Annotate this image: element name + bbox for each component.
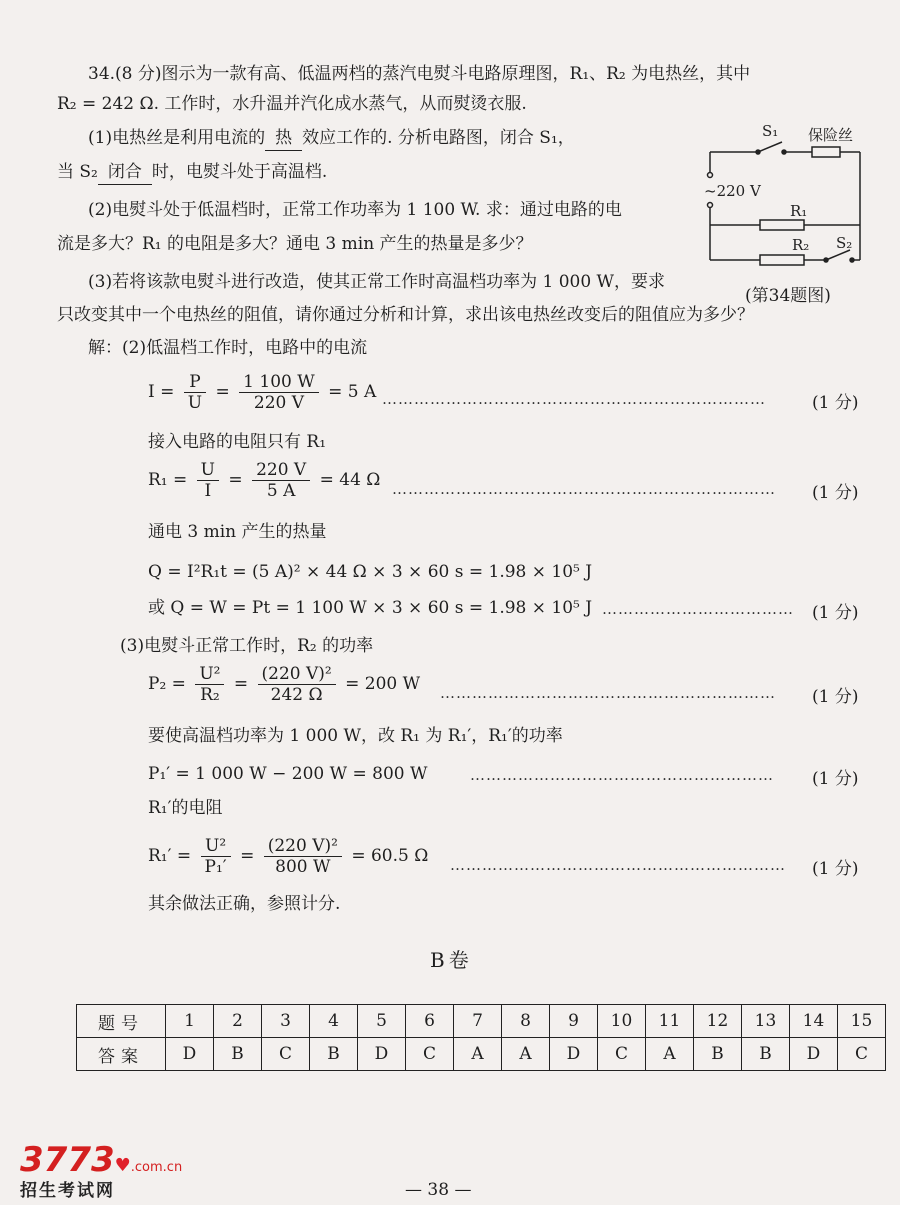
logo-tagline: 招生考试网 (20, 1181, 115, 1201)
part1-text-b: 效应工作的. 分析电路图，闭合 S₁， (302, 128, 575, 148)
formula-heat-2: 或 Q = W = Pt = 1 100 W × 3 × 60 s = 1.98 × 10⁵ J (148, 598, 593, 618)
dot-leader: ………………………………………………… (470, 766, 774, 784)
question-number-cell: 2 (214, 1005, 262, 1038)
solution-intro: 解：(2)低温档工作时，电路中的电流 (88, 338, 368, 358)
r1-intro: 接入电路的电阻只有 R₁ (148, 432, 327, 452)
question-intro-line1: 34.(8 分)图示为一款有高、低温两档的蒸汽电熨斗电路原理图，R₁、R₂ 为电热丝，其中 (88, 64, 751, 84)
question-number-cell: 6 (406, 1005, 454, 1038)
formula-p2-result: = 200 W (345, 674, 421, 694)
formula-current-lhs: I = (148, 382, 175, 402)
question-number-cell: 13 (742, 1005, 790, 1038)
frac-r2: R₂ (200, 685, 220, 705)
score-mark: (1 分) (812, 393, 859, 413)
frac-p1-prime: P₁′ (204, 857, 227, 877)
dot-leader: ……………………………… (602, 600, 794, 618)
figure-caption: (第34题图) (745, 286, 831, 306)
part1-text-d: 时，电熨斗处于高温档. (151, 162, 328, 182)
question-number-cell: 14 (790, 1005, 838, 1038)
question-part3-line1: (3)若将该款电熨斗进行改造，使其正常工作时高温档功率为 1 000 W，要求 (88, 272, 666, 292)
frac-p: P (184, 372, 206, 393)
question-number-cell: 5 (358, 1005, 406, 1038)
question-number-cell: 8 (502, 1005, 550, 1038)
frac-u-squared: U² (201, 836, 231, 857)
question-part1-line1 (88, 126, 575, 151)
heat-intro: 通电 3 min 产生的热量 (148, 522, 327, 542)
formula-current-result: = 5 A (328, 382, 377, 402)
question-part1-line2 (57, 160, 327, 185)
r1-prime-intro: R₁′的电阻 (148, 798, 223, 818)
answer-cell: D (358, 1038, 406, 1071)
question-number-cell: 1 (166, 1005, 214, 1038)
equals-sign: = (228, 470, 243, 490)
question-number-cell: 10 (598, 1005, 646, 1038)
score-mark: (1 分) (812, 603, 859, 623)
frac-i: I (204, 481, 212, 501)
answer-cell: D (550, 1038, 598, 1071)
frac-u: U (187, 393, 203, 413)
formula-heat-1: Q = I²R₁t = (5 A)² × 44 Ω × 3 × 60 s = 1.98 × 10⁵ J (148, 562, 593, 582)
question-number-cell: 12 (694, 1005, 742, 1038)
switch-s1-label: S₁ (762, 122, 779, 140)
formula-r1-prime-result: = 60.5 Ω (351, 846, 429, 866)
section-b-title: B卷 (430, 948, 473, 972)
frac-voltage-value: 220 V (252, 460, 310, 481)
question-part2-line1: (2)电熨斗处于低温档时，正常工作功率为 1 100 W. 求：通过电路的电 (88, 200, 622, 220)
answer-cell: C (598, 1038, 646, 1071)
frac-current-value: 5 A (266, 481, 296, 501)
change-intro: 要使高温档功率为 1 000 W，改 R₁ 为 R₁′，R₁′的功率 (148, 726, 563, 746)
row-label-number: 题号 (77, 1005, 166, 1038)
frac-voltage-squared: (220 V)² (264, 836, 342, 857)
frac-resistance-value: 242 Ω (270, 685, 323, 705)
part1-text-c: 当 S₂ (57, 162, 98, 182)
answer-table (76, 1004, 886, 1071)
answer-cell: C (406, 1038, 454, 1071)
dot-leader: ……………………………………………………… (450, 856, 786, 874)
frac-power-value: 800 W (275, 857, 331, 877)
score-mark: (1 分) (812, 859, 859, 879)
formula-r1-result: = 44 Ω (319, 470, 381, 490)
answer-cell: C (838, 1038, 886, 1071)
part1-answer-blank-heat: 热 (265, 126, 302, 151)
equals-sign: = (215, 382, 230, 402)
dot-leader: ……………………………………………………… (440, 684, 776, 702)
switch-s2-label: S₂ (836, 234, 853, 252)
question-number-cell: 15 (838, 1005, 886, 1038)
formula-r1-prime (148, 836, 428, 877)
answer-cell: A (646, 1038, 694, 1071)
dot-leader: ……………………………………………………………… (382, 390, 766, 408)
formula-r1-lhs: R₁ = (148, 470, 188, 490)
frac-u-squared: U² (195, 664, 224, 685)
score-mark: (1 分) (812, 483, 859, 503)
formula-p2-lhs: P₂ = (148, 674, 186, 694)
answer-cell: B (214, 1038, 262, 1071)
score-mark: (1 分) (812, 687, 859, 707)
answer-cell: B (310, 1038, 358, 1071)
question-number-cell: 3 (262, 1005, 310, 1038)
resistor-r2-label: R₂ (792, 236, 810, 254)
formula-p1-prime: P₁′ = 1 000 W − 200 W = 800 W (148, 764, 428, 784)
heart-icon: ♥ (114, 1155, 131, 1176)
answer-cell: D (790, 1038, 838, 1071)
formula-r1 (148, 460, 380, 501)
dot-leader: ……………………………………………………………… (392, 480, 776, 498)
score-mark: (1 分) (812, 769, 859, 789)
question-intro-line2: R₂ = 242 Ω. 工作时，水升温并汽化成水蒸气，从而熨烫衣服. (57, 94, 527, 114)
question-part2-line2: 流是多大？R₁ 的电阻是多大？通电 3 min 产生的热量是多少？ (57, 234, 533, 254)
logo-brand: 3773 (20, 1140, 115, 1180)
frac-power-value: 1 100 W (239, 372, 319, 393)
page-number: — 38 — (405, 1180, 472, 1200)
table-row-numbers (77, 1005, 886, 1038)
formula-current (148, 372, 376, 413)
part1-text-a: (1)电热丝是利用电流的 (88, 128, 266, 148)
circuit-diagram (700, 120, 880, 280)
frac-u: U (197, 460, 219, 481)
answer-cell: B (694, 1038, 742, 1071)
question-number-cell: 9 (550, 1005, 598, 1038)
question-number-cell: 7 (454, 1005, 502, 1038)
frac-voltage-value: 220 V (253, 393, 305, 413)
part1-answer-blank-closed: 闭合 (98, 160, 152, 185)
answer-cell: B (742, 1038, 790, 1071)
answer-cell: D (166, 1038, 214, 1071)
answer-cell: A (502, 1038, 550, 1071)
question-number-cell: 4 (310, 1005, 358, 1038)
scoring-note: 其余做法正确，参照计分. (148, 894, 341, 914)
voltage-label: ~220 V (704, 182, 761, 200)
question-part3-line2: 只改变其中一个电热丝的阻值，请你通过分析和计算，求出该电热丝改变后的阻值应为多少？ (57, 305, 754, 325)
row-label-answer: 答案 (77, 1038, 166, 1071)
resistor-r1-label: R₁ (790, 202, 808, 220)
table-row-answers (77, 1038, 886, 1071)
frac-voltage-squared: (220 V)² (258, 664, 336, 685)
question-number-cell: 11 (646, 1005, 694, 1038)
equals-sign: = (240, 846, 255, 866)
formula-p2 (148, 664, 420, 705)
answer-cell: C (262, 1038, 310, 1071)
equals-sign: = (233, 674, 249, 694)
part3-solution-intro: (3)电熨斗正常工作时，R₂ 的功率 (120, 636, 374, 656)
watermark-logo (20, 1140, 182, 1201)
fuse-label: 保险丝 (808, 126, 854, 144)
logo-domain: .com.cn (130, 1160, 183, 1175)
formula-r1-prime-lhs: R₁′ = (148, 846, 192, 866)
answer-cell: A (454, 1038, 502, 1071)
